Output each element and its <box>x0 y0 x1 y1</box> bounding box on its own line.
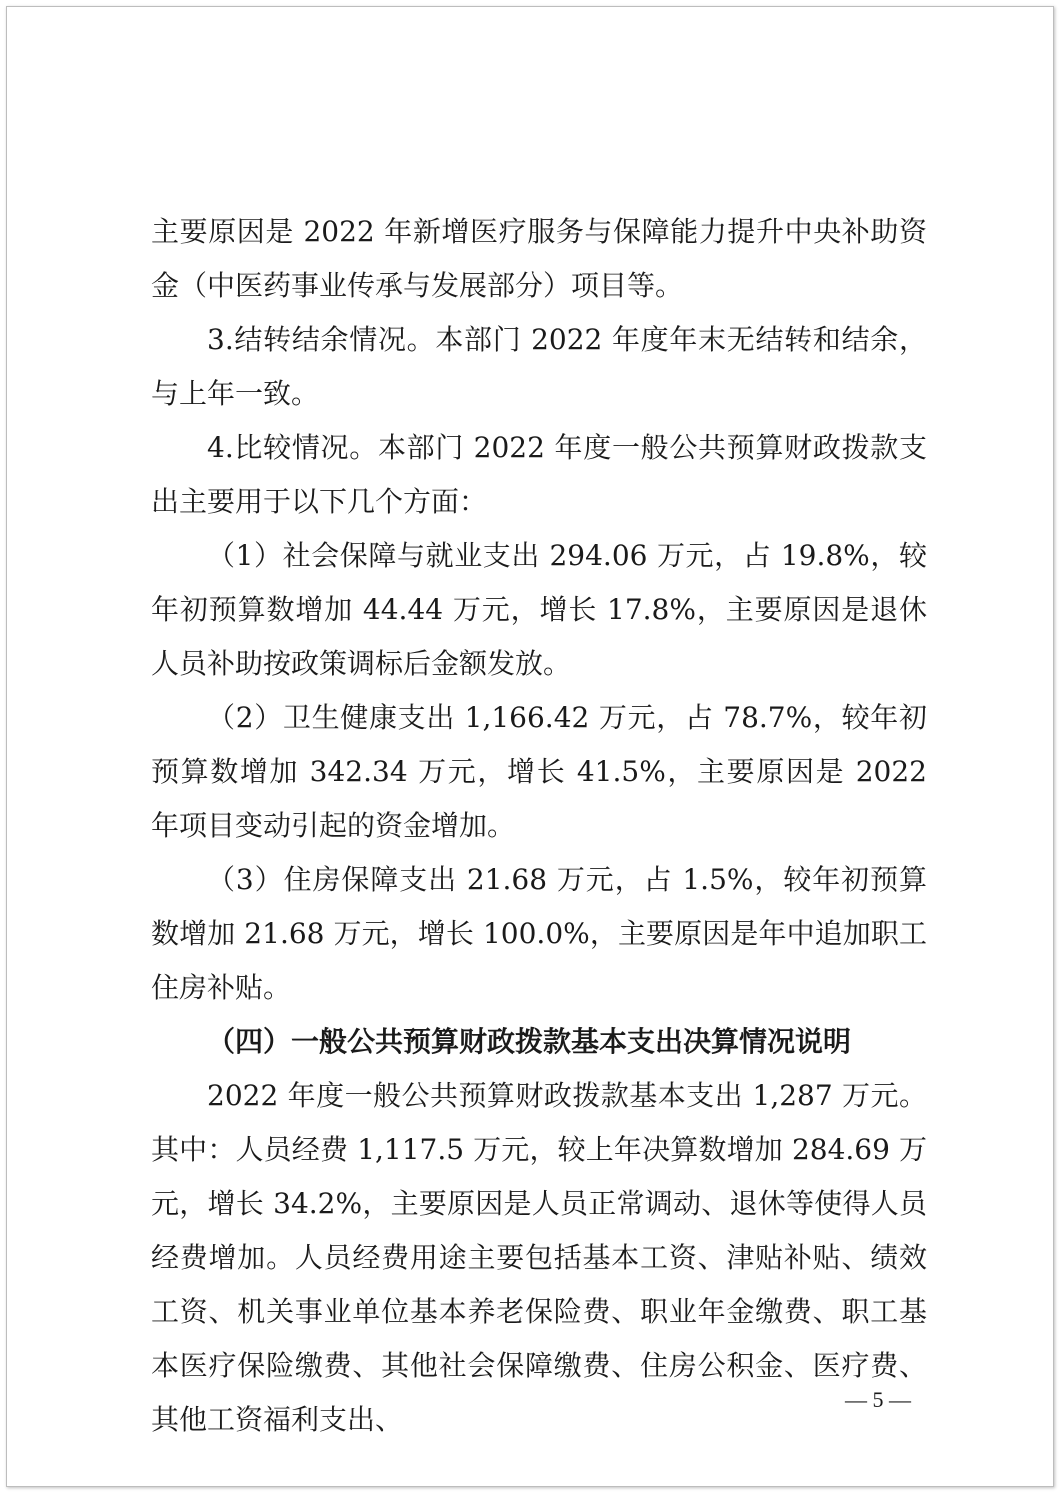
paragraph-health: （2）卫生健康支出 1,166.42 万元，占 78.7%，较年初预算数增加 342.34 万元，增长 41.5%，主要原因是 2022 年项目变动引起的资金增加。 <box>151 701 927 842</box>
section-heading: （四）一般公共预算财政拨款基本支出决算情况说明 <box>207 1025 852 1058</box>
document-body <box>151 205 927 1447</box>
document-page <box>6 6 1054 1487</box>
paragraph-comparison: 4.比较情况。本部门 2022 年度一般公共预算财政拨款支出主要用于以下几个方面： <box>151 431 927 518</box>
paragraph-carryover-balance: 3.结转结余情况。本部门 2022 年度年末无结转和结余，与上年一致。 <box>151 323 927 410</box>
paragraph-social-security: （1）社会保障与就业支出 294.06 万元，占 19.8%，较年初预算数增加 44.44 万元，增长 17.8%，主要原因是退休人员补助按政策调标后金额发放。 <box>151 539 927 680</box>
page-number: — 5 — <box>845 1387 911 1412</box>
paragraph-basic-expenditure: 2022 年度一般公共预算财政拨款基本支出 1,287 万元。其中：人员经费 1,117.5 万元，较上年决算数增加 284.69 万元，增长 34.2%，主要原因是人员正常调动、退休等使得人员经费增加。人员经费用途主要包括基本工资、津贴补贴、绩效工资、机关事业单位基本养老保险费、职业年金缴费、职工基本医疗保险缴费、其他社会保障缴费、住房公积金、医疗费、其他工资福利支出、 <box>151 1079 927 1436</box>
paragraph-housing: （3）住房保障支出 21.68 万元，占 1.5%，较年初预算数增加 21.68 万元，增长 100.0%，主要原因是年中追加职工住房补贴。 <box>151 863 927 1004</box>
paragraph-continuation: 主要原因是 2022 年新增医疗服务与保障能力提升中央补助资金（中医药事业传承与发展部分）项目等。 <box>151 215 927 302</box>
